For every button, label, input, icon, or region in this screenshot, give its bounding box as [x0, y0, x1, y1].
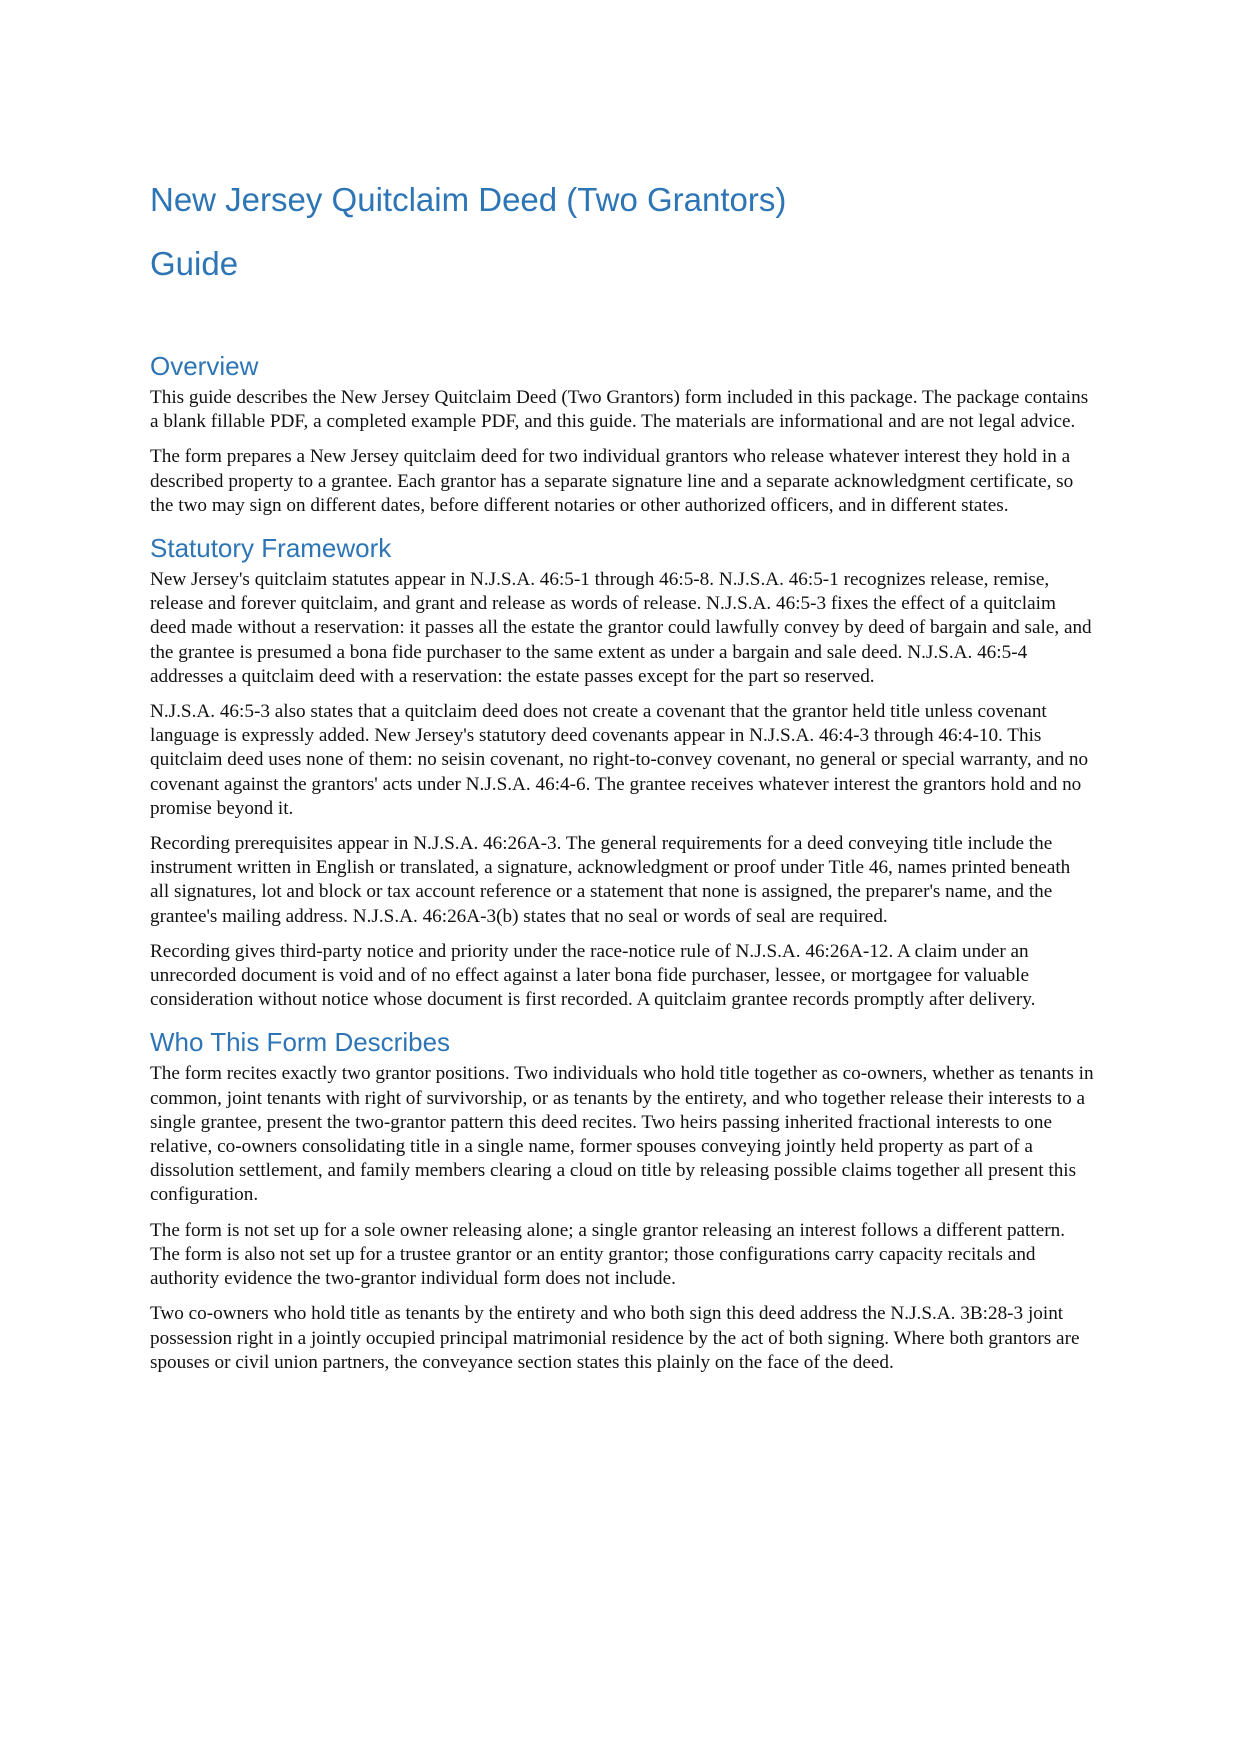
document-title-line-1: New Jersey Quitclaim Deed (Two Grantors)	[150, 181, 787, 218]
section-heading-overview: Overview	[150, 351, 259, 381]
section-heading-statutory-framework: Statutory Framework	[150, 533, 392, 564]
overview-paragraph-1: This guide describes the New Jersey Quitclaim Deed (Two Grantors) form included in this package. The package contains a blank fillable PDF, a completed example PDF, and this guide. The materials are informational and are not legal advice.	[150, 387, 1089, 433]
statutory-paragraph-4: Recording gives third-party notice and priority under the race-notice rule of N.J.S.A. 46:26A-12. A claim under an unrecorded document is void and of no effect against a later bona fide purchaser, lessee, or mortgagee for valuable consideration without notice whose document is first recorded. A quitclaim grantee records promptly after delivery.	[150, 940, 1036, 1011]
overview-paragraph-2: The form prepares a New Jersey quitclaim deed for two individual grantors who release whatever interest they hold in a described property to a grantee. Each grantor has a separate signature line and a separate acknowledgment certificate, so the two may sign on different dates, before different notaries or other authorized officers, and in different states.	[150, 446, 1074, 516]
document-title-line-2: Guide	[150, 245, 239, 282]
section-heading-who-this-form-describes: Who This Form Describes	[150, 1027, 451, 1058]
who-paragraph-2: The form is not set up for a sole owner releasing alone; a single grantor releasing an interest follows a different pattern. The form is also not set up for a trustee grantor or an entity grantor; those configurations carry capacity recitals and authority evidence the two-grantor individual form does not include.	[150, 1219, 1066, 1290]
statutory-paragraph-2: N.J.S.A. 46:5-3 also states that a quitclaim deed does not create a covenant that the grantor held title unless covenant language is expressly added. New Jersey's statutory deed covenants appear in N.J.S.A. 46:4-3 through 46:4-10. This quitclaim deed uses none of them: no seisin covenant, no right-to-convey covenant, no general or special warranty, and no covenant against the grantors' acts under N.J.S.A. 46:4-6. The grantee receives whatever interest the grantors hold and no promise beyond it.	[150, 701, 1089, 819]
who-paragraph-1: The form recites exactly two grantor positions. Two individuals who hold title together as co-owners, whether as tenants in common, joint tenants with right of survivorship, or as tenants by the entirety, and who together release their interests to a single grantee, present the two-grantor pattern this deed recites. Two heirs passing inherited fractional interests to one relative, co-owners consolidating title in a single name, former spouses conveying jointly held property as part of a dissolution settlement, and family members clearing a cloud on title by releasing possible claims together all present this configuration.	[150, 1063, 1094, 1206]
document-page	[150, 168, 1094, 1386]
statutory-paragraph-3: Recording prerequisites appear in N.J.S.A. 46:26A-3. The general requirements for a deed conveying title include the instrument written in English or translated, a signature, acknowledgment or proof under Title 46, names printed beneath all signatures, lot and block or tax account reference or a statement that none is assigned, the preparer's name, and the grantee's mailing address. N.J.S.A. 46:26A-3(b) states that no seal or words of seal are required.	[150, 833, 1071, 927]
statutory-paragraph-1: New Jersey's quitclaim statutes appear in N.J.S.A. 46:5-1 through 46:5-8. N.J.S.A. 46:5-1 recognizes release, remise, release and forever quitclaim, and grant and release as words of release. N.J.S.A. 46:5-3 fixes the effect of a quitclaim deed made without a reservation: it passes all the estate the grantor could lawfully convey by deed of bargain and sale, and the grantee is presumed a bona fide purchaser to the same extent as under a bargain and sale deed. N.J.S.A. 46:5-4 addresses a quitclaim deed with a reservation: the estate passes except for the part so reserved.	[150, 569, 1092, 687]
who-paragraph-3: Two co-owners who hold title as tenants by the entirety and who both sign this deed address the N.J.S.A. 3B:28-3 joint possession right in a jointly occupied principal matrimonial residence by the act of both signing. Where both grantors are spouses or civil union partners, the conveyance section states this plainly on the face of the deed.	[150, 1303, 1080, 1373]
